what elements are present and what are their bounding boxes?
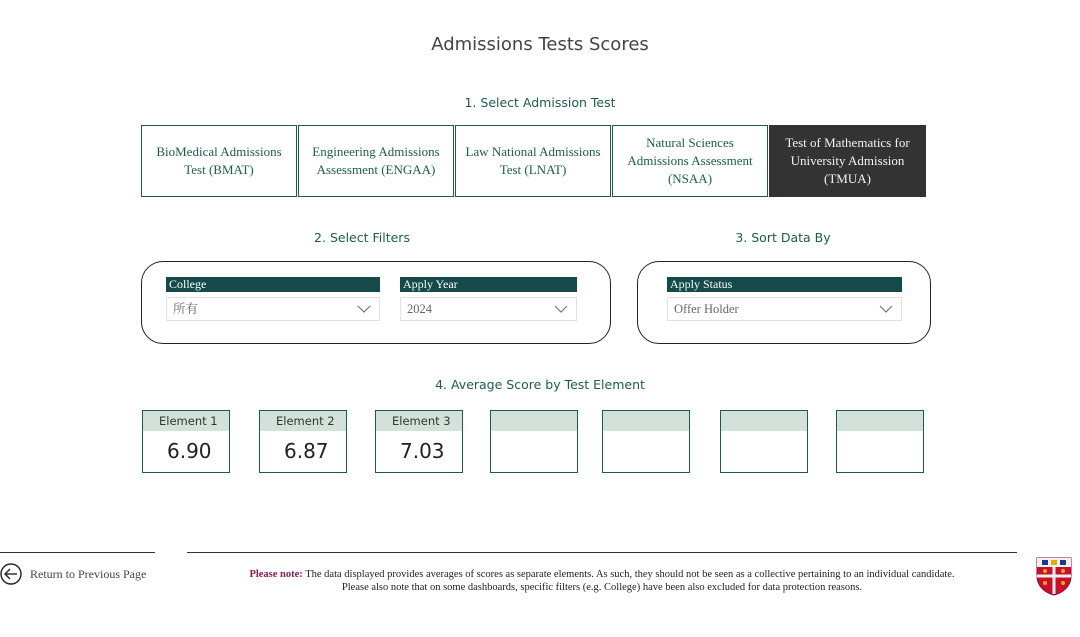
apply-status-label: Apply Status — [667, 277, 902, 292]
note-line-2: Please also note that on some dashboards, specific filters (e.g. College) have been also excluded for data protection reasons. — [341, 582, 863, 593]
test-button-bmat[interactable] — [141, 125, 297, 197]
score-card-value — [491, 431, 577, 439]
test-button-tmua[interactable] — [769, 125, 926, 197]
score-card-label — [491, 411, 577, 431]
college-filter-label: College — [166, 277, 380, 292]
section-title-sort-by: 3. Sort Data By — [735, 230, 831, 245]
test-button-nsaa[interactable] — [612, 125, 768, 197]
score-card-value: 7.03 — [400, 439, 445, 463]
score-card-label: Element 3 — [376, 411, 462, 431]
test-button-label: Test of Mathematics for University Admission (TMUA) — [785, 134, 910, 187]
circle-arrow-left-icon — [0, 563, 22, 585]
college-dropdown[interactable] — [166, 297, 380, 321]
chevron-down-icon — [357, 303, 371, 315]
section-title-select-test: 1. Select Admission Test — [464, 95, 616, 110]
note-prefix: Please note: — [249, 569, 303, 580]
footer-note — [187, 568, 1017, 594]
score-card-label — [721, 411, 807, 431]
return-label: Return to Previous Page — [30, 566, 147, 581]
footer-divider-left — [0, 552, 155, 553]
score-card-value — [603, 431, 689, 439]
score-card-value: 6.87 — [284, 439, 329, 463]
score-card-element-3 — [375, 410, 463, 473]
score-card-label: Element 2 — [260, 411, 346, 431]
score-card-value — [837, 431, 923, 439]
section-title-average-score: 4. Average Score by Test Element — [435, 377, 645, 392]
apply-status-dropdown-value: Offer Holder — [674, 302, 739, 316]
test-button-lnat[interactable] — [455, 125, 611, 197]
test-button-label: Engineering Admissions Assessment (ENGAA) — [312, 143, 440, 177]
score-card-label — [837, 411, 923, 431]
score-card-empty — [602, 410, 690, 473]
footer-divider-right — [187, 552, 1017, 553]
apply-year-filter-label: Apply Year — [400, 277, 577, 292]
score-card-empty — [720, 410, 808, 473]
score-card-value — [721, 431, 807, 439]
score-card-element-2 — [259, 410, 347, 473]
score-card-element-1 — [142, 410, 230, 473]
score-card-empty — [836, 410, 924, 473]
chevron-down-icon — [879, 303, 893, 315]
score-card-empty — [490, 410, 578, 473]
chevron-down-icon — [554, 303, 568, 315]
test-button-label: Natural Sciences Admissions Assessment (NSAA) — [627, 134, 753, 187]
return-button[interactable] — [0, 563, 146, 585]
apply-year-dropdown-value: 2024 — [407, 302, 432, 316]
university-crest-icon — [1035, 556, 1073, 596]
score-card-label: Element 1 — [143, 411, 229, 431]
college-dropdown-value: 所有 — [173, 302, 199, 316]
footer-note-line-1 — [187, 568, 1017, 581]
page-title: Admissions Tests Scores — [431, 34, 649, 55]
apply-year-dropdown[interactable] — [400, 297, 577, 321]
apply-status-dropdown[interactable] — [667, 297, 902, 321]
section-title-select-filters: 2. Select Filters — [314, 230, 410, 245]
note-line-1: The data displayed provides averages of scores as separate elements. As such, they should not be seen as a collective pertaining to an individual candidate. — [302, 569, 955, 580]
test-button-label: BioMedical Admissions Test (BMAT) — [156, 143, 282, 177]
test-button-engaa[interactable] — [298, 125, 454, 197]
score-card-value: 6.90 — [167, 439, 212, 463]
test-button-label: Law National Admissions Test (LNAT) — [465, 143, 601, 177]
score-card-label — [603, 411, 689, 431]
